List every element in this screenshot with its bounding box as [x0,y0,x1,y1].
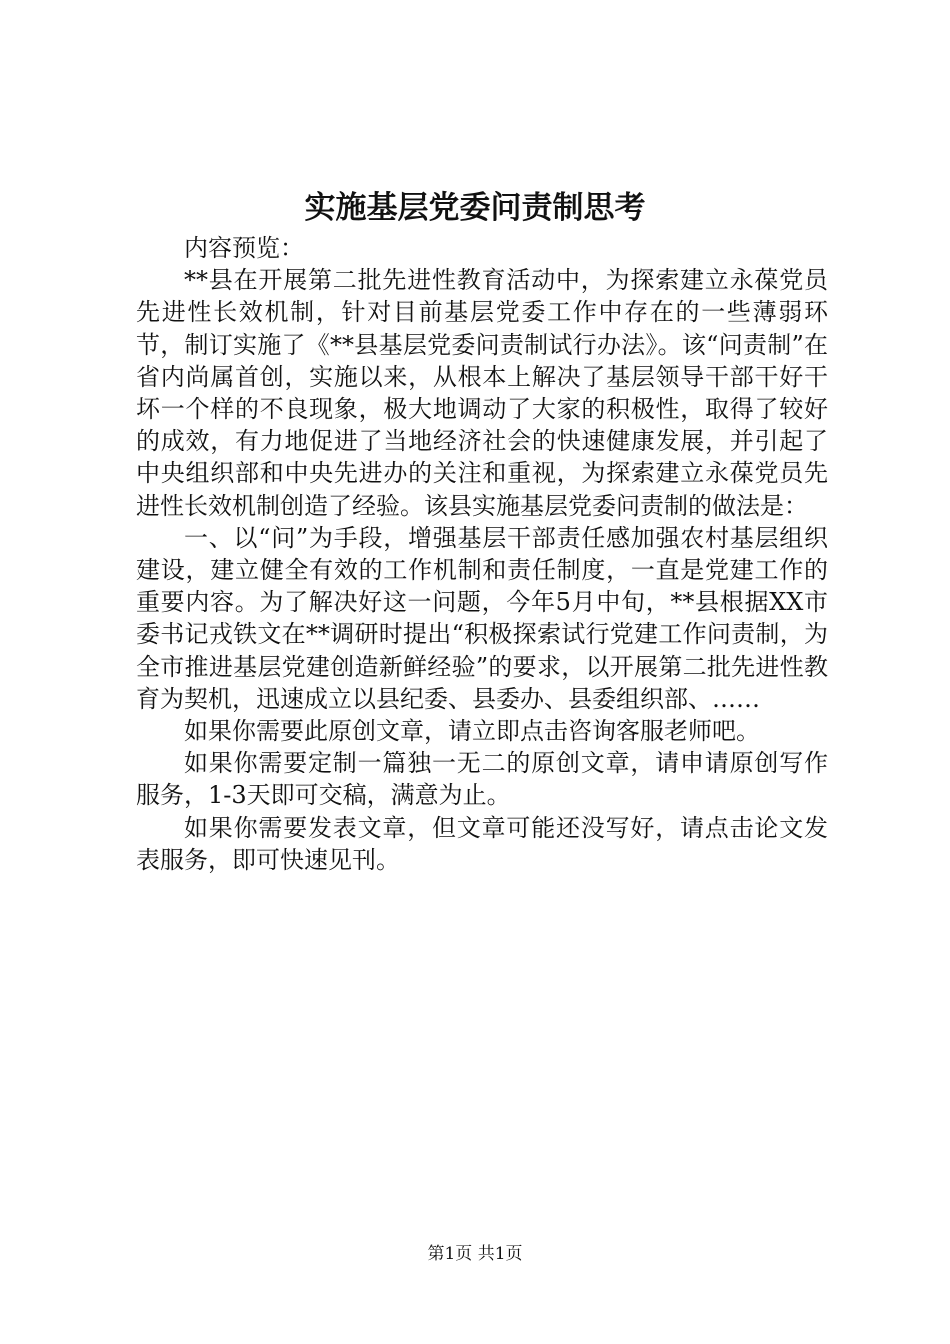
page-number-footer: 第1页 共1页 [427,1244,523,1264]
custom-writing-paragraph: 如果你需要定制一篇独一无二的原创文章，请申请原创写作服务，1-3天即可交稿，满意为止。 [136,749,828,810]
document-title: 实施基层党委问责制思考 [304,190,646,226]
publish-paragraph: 如果你需要发表文章，但文章可能还没写好，请点击论文发表服务，即可快速见刊。 [136,813,828,874]
section-one-paragraph: 一、以“问”为手段，增强基层干部责任感加强农村基层组织建设，建立健全有效的工作机制和责任制度，一直是党建工作的重要内容。为了解决好这一问题，今年5月中旬，**县根据XX市委书记戎铁文在**调研时提出“积极探索试行党建工作问责制，为全市推进基层党建创造新鲜经验”的要求，以开展第二批先进性教育为契机，迅速成立以县纪委、县委办、县委组织部、…… [136,523,828,713]
intro-paragraph: **县在开展第二批先进性教育活动中，为探索建立永葆党员先进性长效机制，针对目前基层党委工作中存在的一些薄弱环节，制订实施了《**县基层党委问责制试行办法》。该“问责制”在省内尚属首创，实施以来，从根本上解决了基层领导干部干好干坏一个样的不良现象，极大地调动了大家的积极性，取得了较好的成效，有力地促进了当地经济社会的快速健康发展，并引起了中央组织部和中央先进办的关注和重视，为探索建立永葆党员先进性长效机制创造了经验。该县实施基层党委问责制的做法是： [136,266,828,520]
consult-paragraph: 如果你需要此原创文章，请立即点击咨询客服老师吧。 [184,717,760,746]
document-body [136,232,828,876]
preview-label: 内容预览： [184,234,304,262]
